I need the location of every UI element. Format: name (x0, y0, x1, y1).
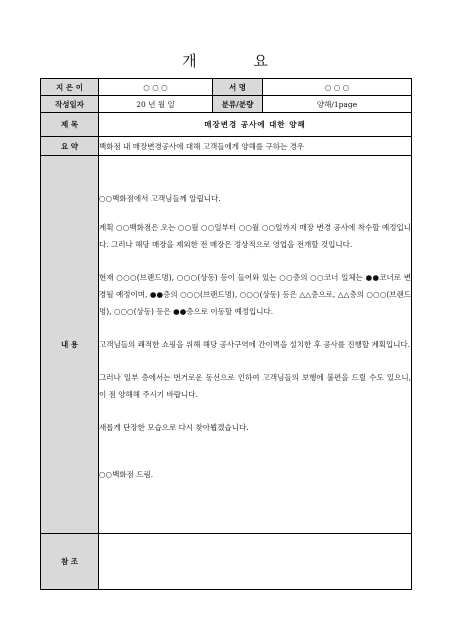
paragraph-partition: 고객님들의 쾌적한 쇼핑을 위해 해당 공사구역에 간이벽을 설치한 후 공사를 진행할 계획입니다. (99, 340, 411, 349)
reference-row (41, 534, 412, 590)
content-row (41, 156, 412, 534)
date-label: 작성일자 (41, 96, 99, 113)
summary-label: 요 약 (41, 137, 99, 156)
signature-label: 서 명 (213, 79, 263, 96)
subject-row (41, 113, 412, 137)
paragraph-reopening: 새롭게 단장한 모습으로 다시 찾아뵙겠습니다. (99, 423, 249, 432)
summary-row (41, 137, 412, 156)
date-value: 20 년 월 일 (99, 96, 213, 113)
paragraph-relocation: 현재 ○○○(브랜드명), ○○○(상동) 등이 들어와 있는 ○○층의 ○○코너 일체는 ●●코너로 변경될 예정이며, ●●층의 ○○○(브랜드명), ○○○(상동) 등은 △△층으로, △△층의 ○○○(브랜드명), ○○○(상동) 등은 ●●층으로 이동할 예정입니다. (99, 273, 411, 316)
document-title: 개 요 (182, 52, 294, 70)
subject-value: 매장변경 공사에 대한 양해 (99, 113, 412, 137)
reference-value (99, 534, 412, 590)
reference-label: 참 조 (41, 534, 99, 590)
author-label: 지 은 이 (41, 79, 99, 96)
paragraph-schedule: 계획 ○○백화점은 오는 ○○월 ○○일부터 ○○월 ○○일까지 매장 변경 공사에 착수할 예정입니다. 그러나 해당 매장을 제외한 전 매장은 정상적으로 영업을 전개할 것입니다. (99, 223, 411, 249)
content-body (99, 156, 412, 534)
date-row (41, 96, 412, 113)
summary-form-table (40, 78, 412, 590)
author-row (41, 79, 412, 96)
subject-label: 제 목 (41, 113, 99, 137)
summary-value: 백화점 내 매장변경공사에 대해 고객들에게 양해를 구하는 경우 (99, 137, 412, 156)
signature-value: ○ ○ ○ (263, 79, 412, 96)
category-value: 양해/1page (263, 96, 412, 113)
author-value: ○ ○ ○ (99, 79, 213, 96)
content-label: 내 용 (41, 156, 99, 534)
paragraph-apology: 그러나 일부 층에서는 번거로운 동선으로 인하여 고객님들의 보행에 불편을 드릴 수도 있으니, 이 점 양해해 주시기 바랍니다. (99, 373, 411, 399)
greeting-text: ○○백화점에서 고객님들께 알립니다. (99, 194, 221, 203)
closing-signature: ○○백화점 드림. (99, 470, 154, 479)
category-label: 분류/분량 (213, 96, 263, 113)
